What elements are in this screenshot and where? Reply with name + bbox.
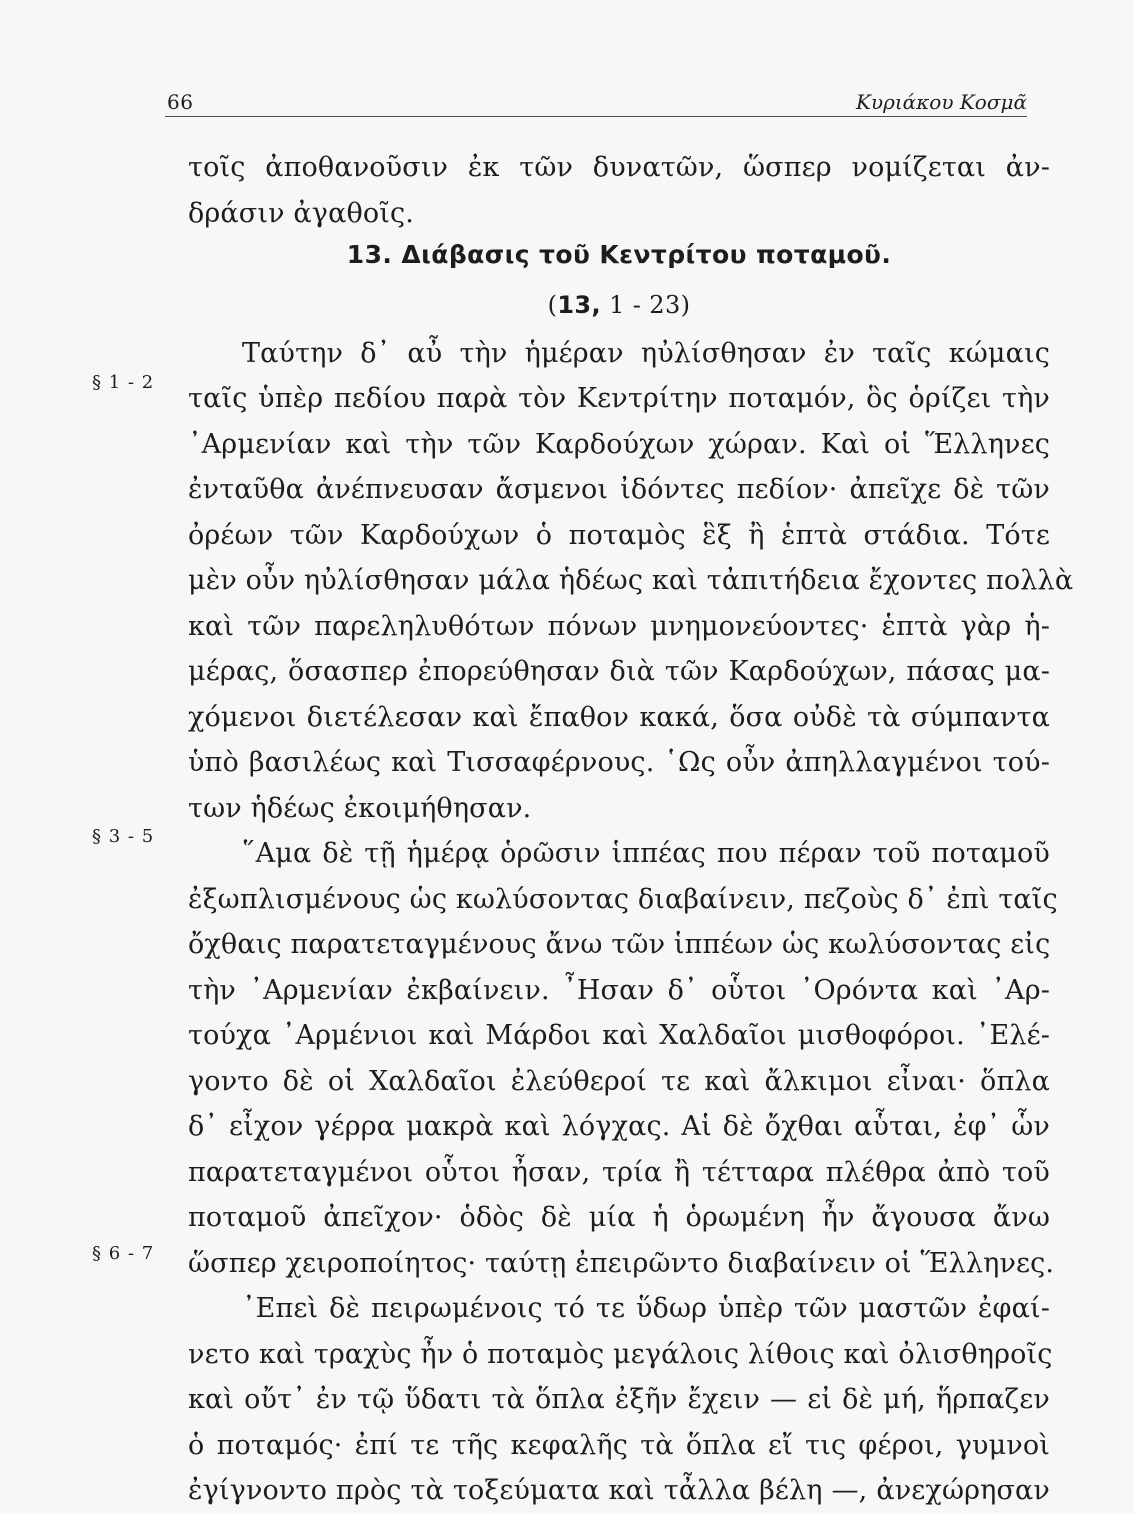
paragraph-line: γοντο δὲ οἱ Χαλδαῖοι ἐλεύθεροί τε καὶ ἄλκιμοι εἶναι· ὅπλα (188, 1065, 1050, 1097)
paragraph-line: των ἡδέως ἐκοιμήθησαν. (188, 792, 532, 824)
running-head-author: Κυριάκου Κοσμᾶ (855, 90, 1027, 114)
section-title: 13. Διάβασις τοῦ Κεντρίτου ποταμοῦ. (346, 239, 892, 269)
paragraph-line: ταῖς ὑπὲρ πεδίου παρὰ τὸν Κεντρίτην ποταμόν, ὃς ὁρίζει τὴν (188, 383, 1050, 414)
text-line: τοῖς ἀποθανοῦσιν ἐκ τῶν δυνατῶν, ὥσπερ νομίζεται ἀν- (188, 152, 1050, 183)
margin-note-section-3-5: § 3 - 5 (92, 826, 155, 847)
body-text (188, 145, 1074, 1514)
paragraph-line: Ταύτην δ᾽ αὖ τὴν ἡμέραν ηὐλίσθησαν ἐν ταῖς κώμαις (242, 337, 1050, 369)
paragraph-line: χόμενοι διετέλεσαν καὶ ἔπαθον κακά, ὅσα οὐδὲ τὰ σύμπαντα (188, 701, 1050, 733)
paragraph-line: ὄχθαις παρατεταγμένους ἄνω τῶν ἱππέων ὡς κωλύσοντας εἰς (188, 929, 1051, 960)
paragraph-line: ἐγίγνοντο πρὸς τὰ τοξεύματα καὶ τἆλλα βέλη —, ἀνεχώρησαν (188, 1475, 1050, 1506)
margin-note-section-6-7: § 6 - 7 (92, 1243, 155, 1264)
paragraph-line: δ᾽ εἶχον γέρρα μακρὰ καὶ λόγχας. Αἱ δὲ ὄχθαι αὗται, ἐφ᾽ ὧν (188, 1111, 1050, 1142)
paragraph-line: μὲν οὖν ηὐλίσθησαν μάλα ἡδέως καὶ τἀπιτήδεια ἔχοντες πολλὰ (188, 565, 1074, 596)
paragraph-line: καὶ οὔτ᾽ ἐν τῷ ὕδατι τὰ ὅπλα ἐξῆν ἔχειν — εἰ δὲ μή, ἥρπαζεν (188, 1384, 1050, 1415)
margin-note-section-1-2: § 1 - 2 (92, 372, 155, 393)
paragraph-line: ὑπὸ βασιλέως καὶ Τισσαφέρνους. ῾Ως οὖν ἀπηλλαγμένοι τού- (188, 747, 1050, 778)
paragraph-line: μέρας, ὅσασπερ ἐπορεύθησαν διὰ τῶν Καρδούχων, πάσας μα- (188, 656, 1050, 687)
paragraph-line: τούχα ᾽Αρμένιοι καὶ Μάρδοι καὶ Χαλδαῖοι μισθοφόροι. ᾽Ελέ- (188, 1020, 1050, 1051)
paragraph-line: ὁ ποταμός· ἐπί τε τῆς κεφαλῆς τὰ ὅπλα εἴ τις φέροι, γυμνοὶ (188, 1429, 1050, 1461)
section-reference-open: ( (547, 290, 558, 319)
paragraph-line: παρατεταγμένοι οὗτοι ἦσαν, τρία ἢ τέτταρα πλέθρα ἀπὸ τοῦ (188, 1156, 1050, 1188)
paragraph-line: ἐξωπλισμένους ὡς κωλύσοντας διαβαίνειν, πεζοὺς δ᾽ ἐπὶ ταῖς (188, 883, 1058, 915)
paragraph-line: ῞Αμα δὲ τῇ ἡμέρᾳ ὁρῶσιν ἱππέας που πέραν τοῦ ποταμοῦ (242, 838, 1050, 869)
section-reference-chapter: 13, (557, 290, 602, 319)
paragraph-line: ἐνταῦθα ἀνέπνευσαν ἄσμενοι ἰδόντες πεδίον· ἀπεῖχε δὲ τῶν (188, 474, 1050, 505)
paragraph-line: καὶ τῶν παρεληλυθότων πόνων μνημονεύοντες· ἑπτὰ γὰρ ἡ- (188, 610, 1050, 642)
page-number: 66 (167, 90, 194, 114)
section-reference (188, 279, 1050, 331)
paragraph-line: ὀρέων τῶν Καρδούχων ὁ ποταμὸς ἓξ ἢ ἑπτὰ στάδια. Τότε (188, 519, 1050, 551)
paragraph-line: τὴν ᾽Αρμενίαν ἐκβαίνειν. ῏Ησαν δ᾽ οὗτοι ᾽Ορόντα καὶ ᾽Αρ- (188, 974, 1050, 1006)
running-header (165, 82, 1027, 117)
paragraph-line: ᾽Επεὶ δὲ πειρωμένοις τό τε ὕδωρ ὑπὲρ τῶν μαστῶν ἐφαί- (242, 1293, 1050, 1324)
paragraph-line: ᾽Αρμενίαν καὶ τὴν τῶν Καρδούχων χώραν. Καὶ οἱ Ἕλληνες (188, 428, 1050, 460)
text-line: δράσιν ἀγαθοῖς. (188, 197, 415, 229)
paragraph-line: ὥσπερ χειροποίητος· ταύτῃ ἐπειρῶντο διαβαίνειν οἱ Ἕλληνες. (188, 1247, 1055, 1279)
paragraph-line: ποταμοῦ ἀπεῖχον· ὁδὸς δὲ μία ἡ ὁρωμένη ἦν ἄγουσα ἄνω (188, 1202, 1050, 1233)
paragraph-line: νετο καὶ τραχὺς ἦν ὁ ποταμὸς μεγάλοις λίθοις καὶ ὀλισθηροῖς (188, 1338, 1053, 1370)
section-reference-range: 1 - 23) (601, 290, 691, 319)
